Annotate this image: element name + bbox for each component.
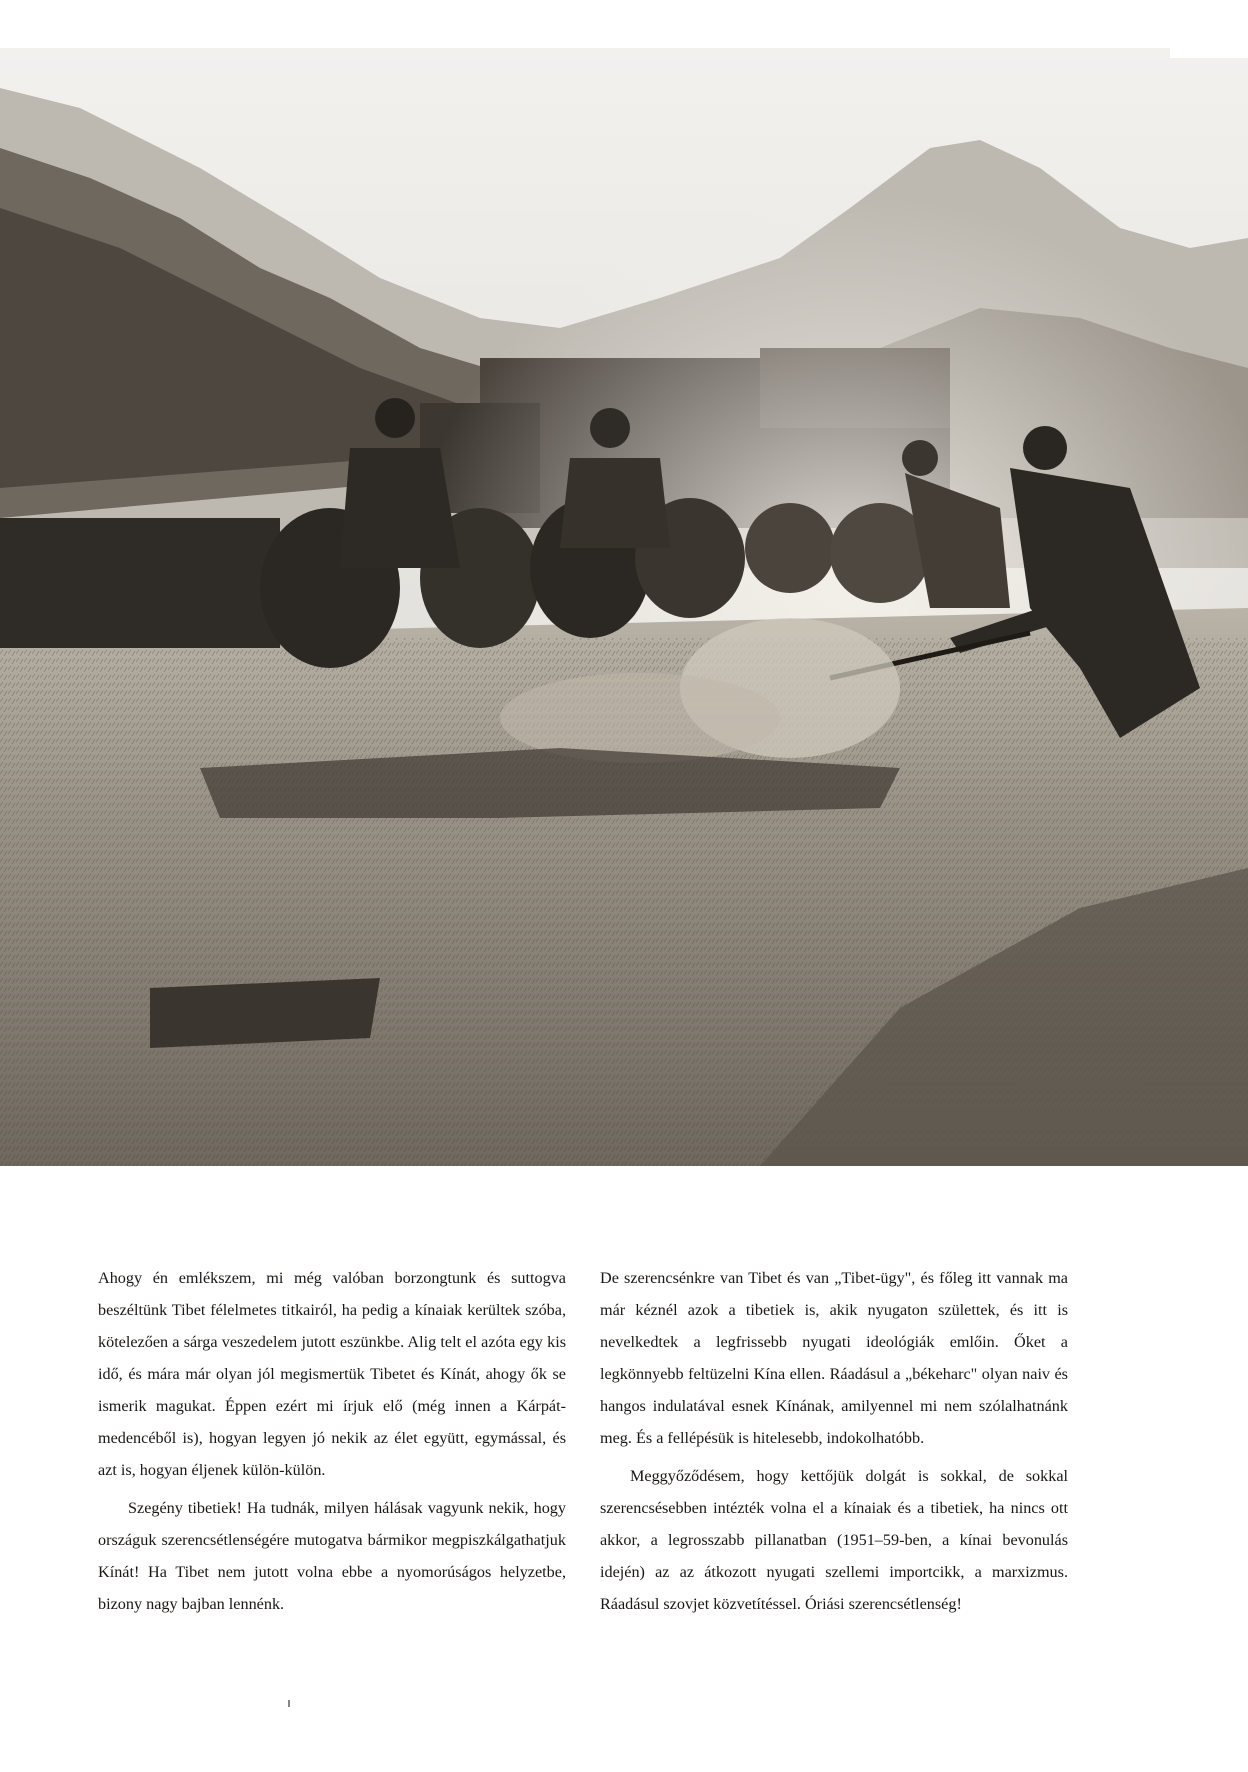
print-speck [288, 1700, 290, 1707]
photo-icon [0, 48, 1248, 1166]
paragraph: De szerencsénkre van Tibet és van „Tibet-ügy", és főleg itt vannak ma már kéznél azok a tibetiek is, akik nyugaton születtek, és itt is nevelkedtek a legfrissebb nyugati ideológiák emlőin. Őket a legkönnyebb feltüzelni Kína ellen. Ráadásul a „békeharc" olyan naiv és hangos indulatával esnek Kínának, amilyennel mi nem szólalhatnánk meg. És a fellépésük is hitelesebb, indokolhatóbb. [600, 1269, 1068, 1447]
paragraph: Meggyőződésem, hogy kettőjük dolgát is sokkal, de sokkal szerencsésebben intézték volna el a kínaiak és a tibetiek, ha nincs ott akkor, a legrosszabb pillanatban (1951–59-ben, a kínai bevonulás idején) az az átkozott nyugati szellemi importcikk, a marxizmus. Ráadásul szovjet közvetítéssel. Óriási szerencsétlenség! [600, 1467, 1068, 1613]
paragraph: Szegény tibetiek! Ha tudnák, milyen hálásak vagyunk nekik, hogy országuk szerencsétlenségére mutogatva bármikor megpiszkálgathatjuk Kínát! Ha Tibet nem jutott volna ebbe a nyomorúságos helyzetbe, bizony nagy bajban lennénk. [98, 1499, 566, 1613]
text-column-left [98, 1262, 566, 1620]
tibetan-threshing-photo [0, 48, 1248, 1166]
article-text [98, 1262, 1068, 1620]
paragraph: Ahogy én emlékszem, mi még valóban borzongtunk és suttogva beszéltünk Tibet félelmetes titkairól, ha pedig a kínaiak kerültek szóba, kötelezően a sárga veszedelem jutott eszünkbe. Alig telt el azóta egy kis idő, és mára már olyan jól megismertük Tibetet és Kínát, ahogy ők se ismerik magukat. Éppen ezért mi írjuk elő (még innen a Kárpát-medencéből is), hogyan legyen jó nekik az élet együtt, egymással, és azt is, hogyan éljenek külön-külön. [98, 1269, 566, 1479]
text-column-right [600, 1262, 1068, 1620]
